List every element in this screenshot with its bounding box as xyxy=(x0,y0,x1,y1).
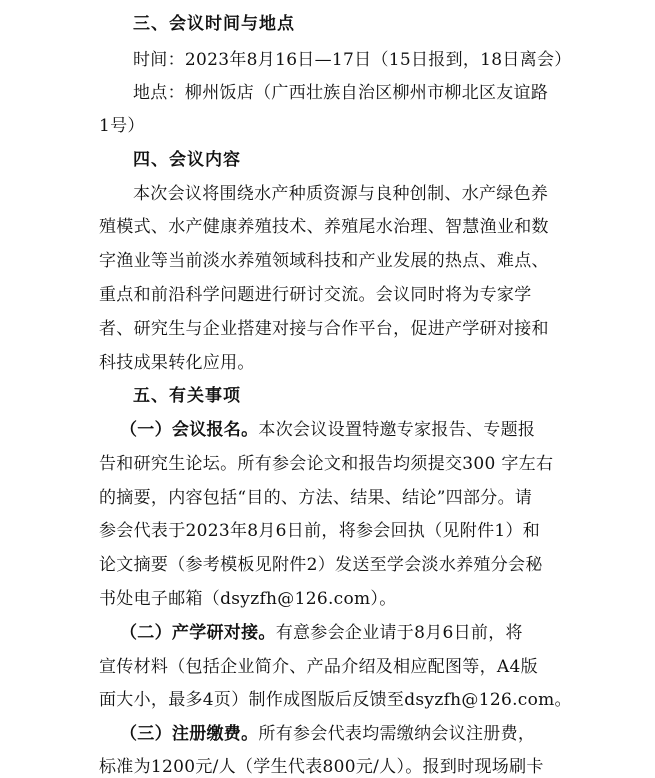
section-4-paragraph-line: 殖模式、水产健康养殖技术、养殖尾水治理、智慧渔业和数 xyxy=(99,217,549,237)
item-1-first-line xyxy=(120,419,535,441)
section-4-paragraph-line: 者、研究生与企业搭建对接与合作平台，促进产学研对接和 xyxy=(99,319,549,339)
item-2-line: 面大小，最多4页）制作成图版后反馈至dsyzfh@126.com。 xyxy=(99,690,572,710)
meeting-place-line-1: 地点：柳州饭店（广西壮族自治区柳州市柳北区友谊路 xyxy=(133,83,549,103)
section-4-paragraph-line: 重点和前沿科学问题进行研讨交流。会议同时将为专家学 xyxy=(99,285,532,305)
item-2-first-line xyxy=(120,622,523,644)
section-4-heading: 四、会议内容 xyxy=(133,150,241,170)
section-4-paragraph-line: 字渔业等当前淡水养殖领域科技和产业发展的热点、难点、 xyxy=(99,251,549,271)
item-1-line: 论文摘要（参考模板见附件2）发送至学会淡水养殖分会秘 xyxy=(99,555,543,575)
meeting-place-line-2: 1号） xyxy=(99,116,145,136)
item-1-line: 书处电子邮箱（dsyzfh@126.com）。 xyxy=(99,589,397,609)
section-4-paragraph-line: 本次会议将围绕水产种质资源与良种创制、水产绿色养 xyxy=(133,184,549,204)
item-2-title: （二）产学研对接。 xyxy=(120,623,276,643)
item-2-line: 宣传材料（包括企业简介、产品介绍及相应配图等，A4版 xyxy=(99,657,538,677)
section-4-paragraph-line: 科技成果转化应用。 xyxy=(99,353,255,373)
item-1-text: 本次会议设置特邀专家报告、专题报 xyxy=(258,420,536,440)
item-2-text: 有意参会企业请于8月6日前，将 xyxy=(275,623,523,643)
item-1-line: 告和研究生论坛。所有参会论文和报告均须提交300 字左右 xyxy=(99,454,554,474)
item-3-first-line xyxy=(120,723,535,745)
item-3-title: （三）注册缴费。 xyxy=(120,724,259,744)
item-1-title: （一）会议报名。 xyxy=(120,420,259,440)
item-1-line: 的摘要，内容包括“目的、方法、结果、结论”四部分。请 xyxy=(99,488,533,508)
item-1-line: 参会代表于2023年8月6日前，将参会回执（见附件1）和 xyxy=(99,521,541,541)
item-3-text: 所有参会代表均需缴纳会议注册费， xyxy=(258,724,536,744)
meeting-time: 时间：2023年8月16日—17日（15日报到，18日离会） xyxy=(133,50,572,70)
section-5-heading: 五、有关事项 xyxy=(133,386,241,406)
section-3-heading: 三、会议时间与地点 xyxy=(133,14,295,34)
item-3-line: 标准为1200元/人（学生代表800元/人）。报到时现场刷卡 xyxy=(99,757,544,777)
